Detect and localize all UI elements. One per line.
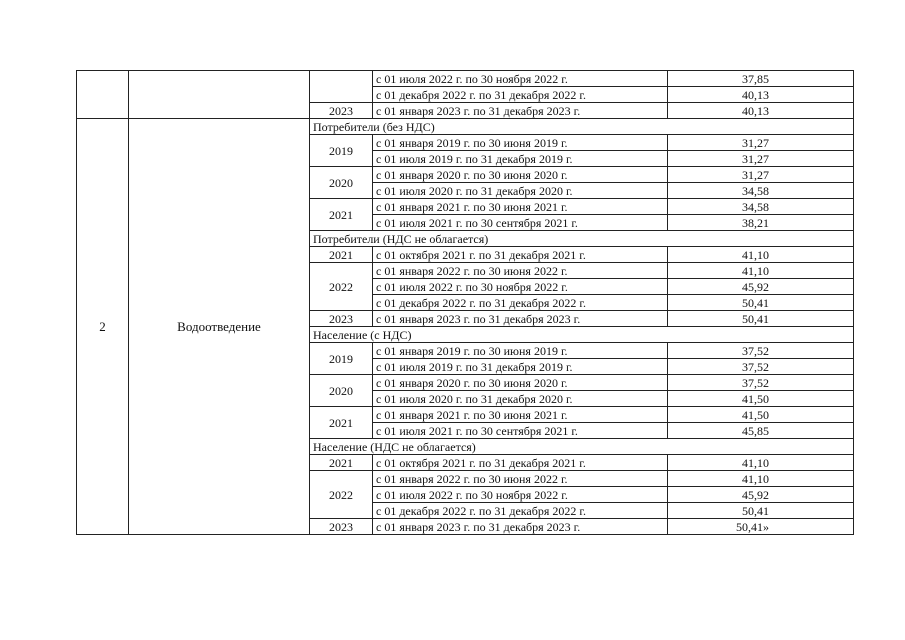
tariff-value-cell: 37,52 bbox=[668, 359, 854, 375]
period-cell: с 01 января 2020 г. по 30 июня 2020 г. bbox=[373, 375, 668, 391]
tariff-value-cell: 45,85 bbox=[668, 423, 854, 439]
period-cell: с 01 декабря 2022 г. по 31 декабря 2022 г. bbox=[373, 295, 668, 311]
tariff-value-cell: 40,13 bbox=[668, 103, 854, 119]
period-cell: с 01 июля 2022 г. по 30 ноября 2022 г. bbox=[373, 71, 668, 87]
tariff-value-cell: 37,85 bbox=[668, 71, 854, 87]
table-row bbox=[77, 71, 854, 87]
year-cell: 2020 bbox=[310, 167, 373, 199]
year-cell: 2023 bbox=[310, 103, 373, 119]
period-cell: с 01 января 2021 г. по 30 июня 2021 г. bbox=[373, 199, 668, 215]
year-cell: 2021 bbox=[310, 407, 373, 439]
period-cell: с 01 января 2021 г. по 30 июня 2021 г. bbox=[373, 407, 668, 423]
table-row bbox=[77, 119, 854, 135]
year-cell: 2021 bbox=[310, 455, 373, 471]
tariff-value-cell: 34,58 bbox=[668, 183, 854, 199]
tariff-value-cell: 50,41 bbox=[668, 503, 854, 519]
tariff-value-cell: 31,27 bbox=[668, 167, 854, 183]
year-cell: 2022 bbox=[310, 471, 373, 519]
period-cell: с 01 июля 2020 г. по 31 декабря 2020 г. bbox=[373, 183, 668, 199]
period-cell: с 01 июля 2022 г. по 30 ноября 2022 г. bbox=[373, 487, 668, 503]
period-cell: с 01 июля 2019 г. по 31 декабря 2019 г. bbox=[373, 359, 668, 375]
year-cell bbox=[310, 71, 373, 103]
tariff-value-cell: 41,50 bbox=[668, 407, 854, 423]
year-cell: 2023 bbox=[310, 519, 373, 535]
tariff-value-cell: 41,10 bbox=[668, 455, 854, 471]
tariff-value-cell: 45,92 bbox=[668, 487, 854, 503]
period-cell: с 01 января 2023 г. по 31 декабря 2023 г. bbox=[373, 103, 668, 119]
tariff-table-page bbox=[76, 70, 853, 535]
year-cell: 2022 bbox=[310, 263, 373, 311]
tariff-value-cell: 41,10 bbox=[668, 263, 854, 279]
tariff-value-cell: 45,92 bbox=[668, 279, 854, 295]
year-cell: 2019 bbox=[310, 343, 373, 375]
period-cell: с 01 октября 2021 г. по 31 декабря 2021 г. bbox=[373, 455, 668, 471]
period-cell: с 01 июля 2020 г. по 31 декабря 2020 г. bbox=[373, 391, 668, 407]
tariff-value-cell: 34,58 bbox=[668, 199, 854, 215]
period-cell: с 01 июля 2021 г. по 30 сентября 2021 г. bbox=[373, 215, 668, 231]
consumer-group-header: Население (НДС не облагается) bbox=[310, 439, 854, 455]
year-cell: 2019 bbox=[310, 135, 373, 167]
tariff-value-cell: 50,41 bbox=[668, 295, 854, 311]
period-cell: с 01 декабря 2022 г. по 31 декабря 2022 г. bbox=[373, 87, 668, 103]
tariff-value-cell: 31,27 bbox=[668, 151, 854, 167]
year-cell: 2020 bbox=[310, 375, 373, 407]
tariff-value-cell: 40,13 bbox=[668, 87, 854, 103]
period-cell: с 01 июля 2022 г. по 30 ноября 2022 г. bbox=[373, 279, 668, 295]
tariff-value-cell: 31,27 bbox=[668, 135, 854, 151]
period-cell: с 01 января 2022 г. по 30 июня 2022 г. bbox=[373, 263, 668, 279]
consumer-group-header: Потребители (НДС не облагается) bbox=[310, 231, 854, 247]
tariff-value-cell: 38,21 bbox=[668, 215, 854, 231]
tariff-value-cell: 41,50 bbox=[668, 391, 854, 407]
period-cell: с 01 декабря 2022 г. по 31 декабря 2022 г. bbox=[373, 503, 668, 519]
period-cell: с 01 января 2023 г. по 31 декабря 2023 г. bbox=[373, 519, 668, 535]
period-cell: с 01 января 2022 г. по 30 июня 2022 г. bbox=[373, 471, 668, 487]
period-cell: с 01 января 2019 г. по 30 июня 2019 г. bbox=[373, 343, 668, 359]
period-cell: с 01 октября 2021 г. по 31 декабря 2021 г. bbox=[373, 247, 668, 263]
year-cell: 2021 bbox=[310, 247, 373, 263]
service-name-cell-prev bbox=[129, 71, 310, 119]
year-cell: 2023 bbox=[310, 311, 373, 327]
tariff-table bbox=[76, 70, 854, 535]
year-cell: 2021 bbox=[310, 199, 373, 231]
consumer-group-header: Потребители (без НДС) bbox=[310, 119, 854, 135]
tariff-value-cell: 37,52 bbox=[668, 343, 854, 359]
consumer-group-header: Население (с НДС) bbox=[310, 327, 854, 343]
tariff-value-cell: 41,10 bbox=[668, 247, 854, 263]
tariff-value-cell: 50,41» bbox=[668, 519, 854, 535]
service-name-cell: Водоотведение bbox=[129, 119, 310, 535]
period-cell: с 01 июля 2019 г. по 31 декабря 2019 г. bbox=[373, 151, 668, 167]
row-number-cell: 2 bbox=[77, 119, 129, 535]
period-cell: с 01 июля 2021 г. по 30 сентября 2021 г. bbox=[373, 423, 668, 439]
row-number-cell-prev bbox=[77, 71, 129, 119]
period-cell: с 01 января 2019 г. по 30 июня 2019 г. bbox=[373, 135, 668, 151]
tariff-value-cell: 41,10 bbox=[668, 471, 854, 487]
tariff-value-cell: 50,41 bbox=[668, 311, 854, 327]
tariff-value-cell: 37,52 bbox=[668, 375, 854, 391]
period-cell: с 01 января 2020 г. по 30 июня 2020 г. bbox=[373, 167, 668, 183]
period-cell: с 01 января 2023 г. по 31 декабря 2023 г. bbox=[373, 311, 668, 327]
